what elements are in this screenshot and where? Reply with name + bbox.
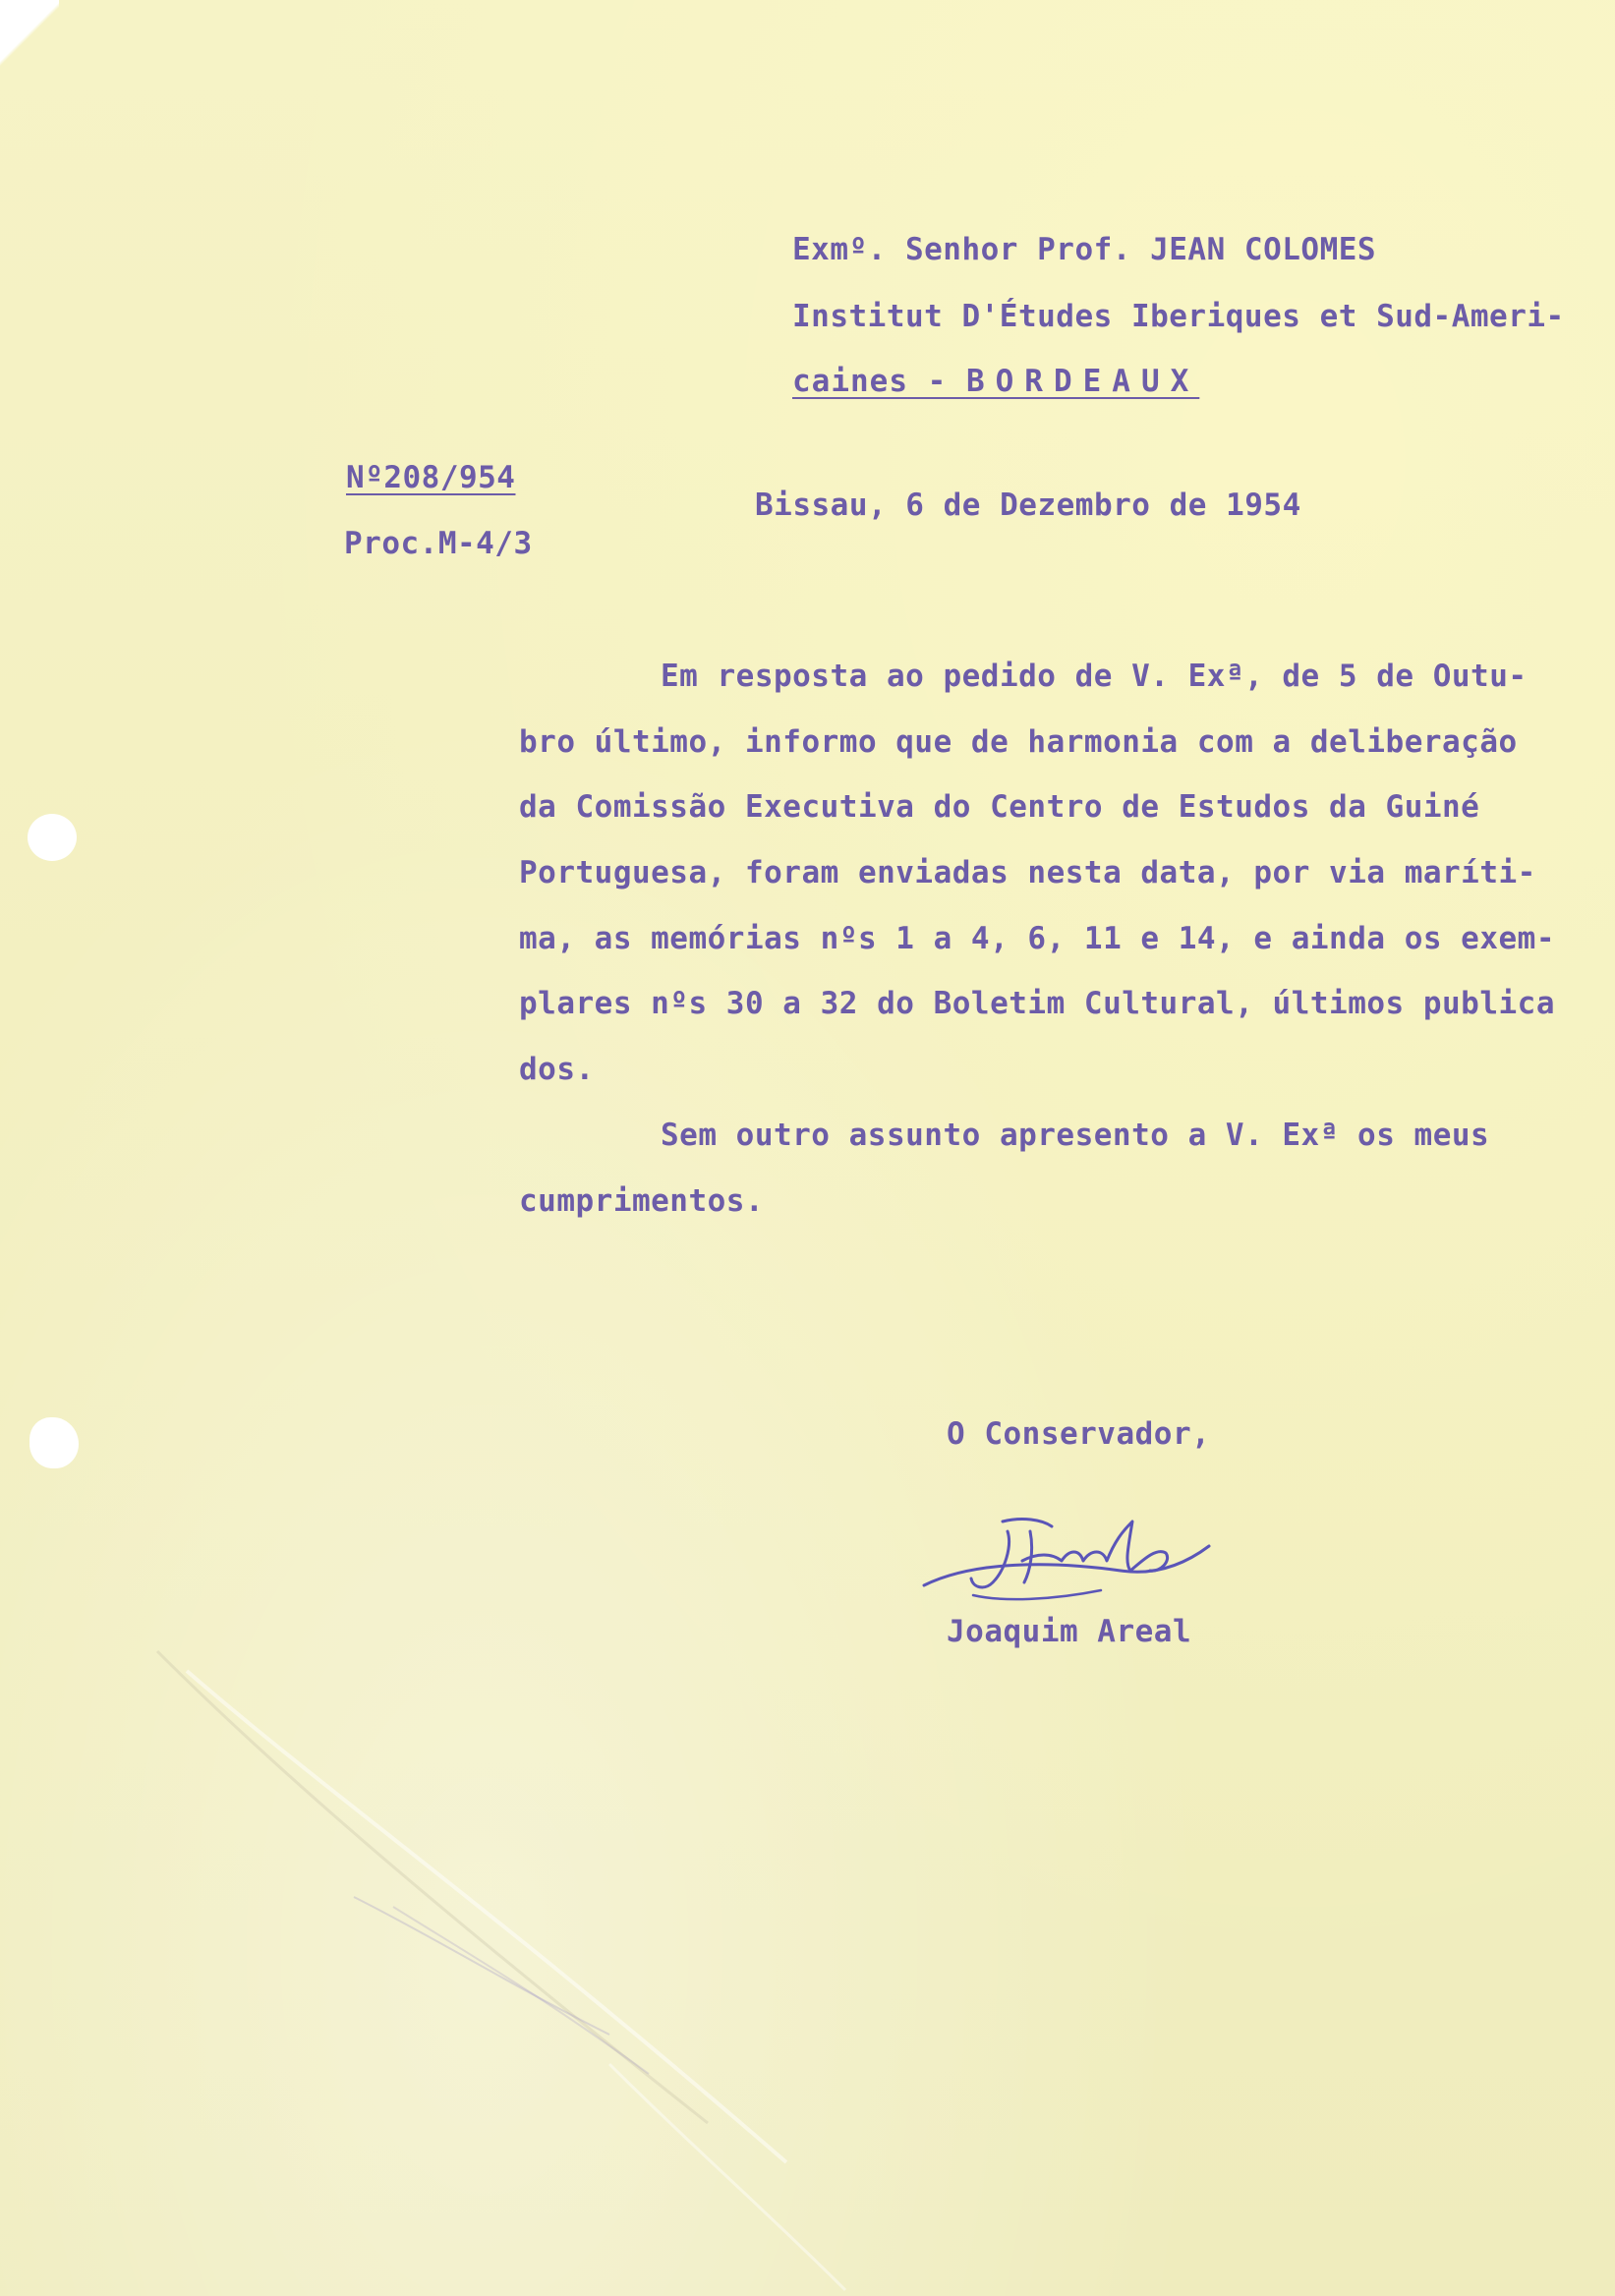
body-line: da Comissão Executiva do Centro de Estudos da Guiné	[519, 789, 1480, 825]
body-line: Portuguesa, foram enviadas nesta data, por via maríti-	[519, 855, 1536, 890]
recipient-line-3-underlined	[792, 364, 1199, 399]
body-line: dos.	[519, 1052, 595, 1087]
recipient-separator: -	[907, 364, 966, 399]
paper-corner-tear	[0, 0, 59, 69]
recipient-line-1: Exmº. Senhor Prof. JEAN COLOMES	[792, 232, 1377, 267]
process-number: Proc.M-4/3	[344, 526, 533, 561]
signatory-name: Joaquim Areal	[947, 1614, 1192, 1649]
body-line: ma, as memórias nºs 1 a 4, 6, 11 e 14, e ainda os exem-	[519, 921, 1555, 956]
punch-hole	[29, 1417, 79, 1468]
closing-title: O Conservador,	[947, 1416, 1211, 1452]
body-line: Sem outro assunto apresento a V. Exª os meus	[661, 1118, 1490, 1153]
punch-hole	[28, 814, 77, 861]
body-line: Em resposta ao pedido de V. Exª, de 5 de Outu-	[661, 659, 1528, 694]
reference-number: Nº208/954	[346, 460, 516, 495]
handwritten-signature	[914, 1492, 1229, 1610]
recipient-line-3	[792, 364, 1199, 399]
paper-crease-marks	[98, 1612, 983, 2296]
body-line: bro último, informo que de harmonia com a deliberação	[519, 724, 1518, 760]
dateline: Bissau, 6 de Dezembro de 1954	[755, 488, 1301, 523]
recipient-line-2: Institut D'Études Iberiques et Sud-Ameri-	[792, 299, 1565, 334]
recipient-institute-suffix: caines	[792, 364, 908, 399]
recipient-city: BORDEAUX	[965, 364, 1200, 399]
body-line: cumprimentos.	[519, 1183, 765, 1219]
body-line: plares nºs 30 a 32 do Boletim Cultural, últimos publica	[519, 986, 1555, 1021]
